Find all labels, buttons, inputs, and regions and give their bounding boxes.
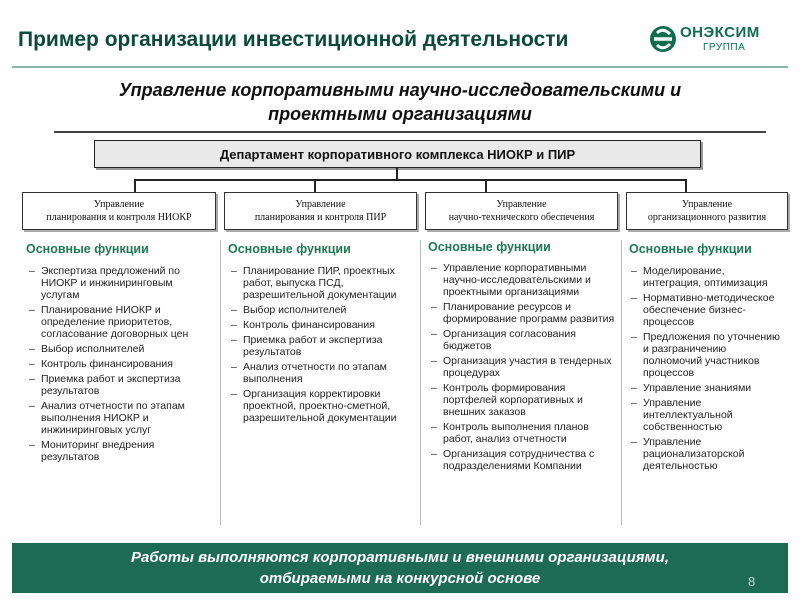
unit-box-org-dev [626, 192, 788, 230]
list-item: – Мониторинг внедрения результатов [28, 439, 208, 463]
unit-label-prefix: Управление [93, 199, 145, 210]
functions-heading: Основные функции [228, 242, 351, 256]
footer-banner [12, 543, 788, 593]
department-box: Департамент корпоративного комплекса НИОКР и ПИР [94, 140, 701, 168]
list-item: – Выбор исполнителей [230, 304, 410, 316]
list-item: – Приемка работ и экспертиза результатов [28, 373, 208, 397]
subtitle-line-2: проектными организациями [268, 104, 532, 124]
list-item: – Организация участия в тендерных процедурах [430, 355, 616, 379]
list-item: – Организация сотрудничества с подразделениями Компании [430, 448, 616, 472]
connector-branch-4 [685, 179, 687, 192]
list-item: – Выбор исполнителей [28, 343, 208, 355]
connector-horizontal [134, 179, 687, 181]
list-item: – Контроль финансирования [230, 319, 410, 331]
list-item: – Планирование ПИР, проектных работ, выпуска ПСД, разрешительной документации [230, 265, 410, 301]
page-number: 8 [748, 574, 756, 589]
unit-label-name: планирования и контроля НИОКР [46, 212, 192, 223]
list-item: – Контроль выполнения планов работ, анализ отчетности [430, 421, 616, 445]
list-item: – Управление корпоративными научно-исследовательскими и проектными организациями [430, 262, 616, 298]
company-logo [648, 18, 788, 62]
footer-line-1: Работы выполняются корпоративными и внешними организациями, [131, 549, 669, 566]
functions-heading: Основные функции [629, 242, 752, 256]
list-item: – Планирование ресурсов и формирование программ развития [430, 301, 616, 325]
functions-heading: Основные функции [428, 240, 551, 254]
unit-label-name: планирования и контроля ПИР [254, 212, 387, 223]
functions-heading: Основные функции [26, 242, 149, 256]
list-item: – Организация корректировки проектной, проектно-сметной, разрешительной документации [230, 388, 410, 424]
header-divider [12, 66, 788, 68]
list-item: – Моделирование, интеграция, оптимизация [630, 265, 780, 289]
unit-box-niokr [22, 192, 216, 230]
list-item: – Экспертиза предложений по НИОКР и инжиниринговым услугам [28, 265, 208, 301]
column-separator [420, 240, 421, 525]
column-separator [220, 240, 221, 525]
list-item: – Приемка работ и экспертиза результатов [230, 334, 410, 358]
list-item: – Управление рационализаторской деятельностью [630, 436, 780, 472]
list-item: – Организация согласования бюджетов [430, 328, 616, 352]
footer-line-2: отбираемыми на конкурсной основе [259, 570, 541, 587]
functions-list-science [430, 262, 616, 475]
section-subtitle [40, 78, 760, 126]
list-item: – Анализ отчетности по этапам выполнения [230, 361, 410, 385]
list-item: – Управление знаниями [630, 382, 780, 394]
list-item: – Контроль финансирования [28, 358, 208, 370]
list-item: – Контроль формирования портфелей корпоративных и внешних заказов [430, 382, 616, 418]
subtitle-underline [54, 131, 766, 133]
list-item: – Нормативно-методическое обеспечение бизнес-процессов [630, 292, 780, 328]
list-item: – Планирование НИОКР и определение приоритетов, согласование договорных цен [28, 304, 208, 340]
functions-list-org-dev [630, 265, 780, 475]
unit-label-prefix: Управление [681, 199, 733, 210]
logo-subtitle: ГРУППА [703, 42, 746, 53]
list-item: – Управление интеллектуальной собственностью [630, 397, 780, 433]
connector-branch-1 [134, 179, 136, 192]
list-item: – Анализ отчетности по этапам выполнения НИОКР и инжиниринговых услуг [28, 400, 208, 436]
unit-label-name: научно-технического обеспечения [448, 212, 595, 223]
unit-box-science [425, 192, 618, 230]
connector-branch-2 [314, 179, 316, 192]
connector-branch-3 [485, 179, 487, 192]
functions-list-niokr [28, 265, 208, 466]
onexim-logo-icon [648, 24, 678, 54]
unit-label-prefix: Управление [496, 199, 547, 210]
unit-box-pir [224, 192, 417, 230]
column-separator [621, 240, 622, 525]
functions-list-pir [230, 265, 410, 427]
list-item: – Предложения по уточнению и разграничению полномочий участников процессов [630, 331, 780, 379]
unit-label-prefix: Управление [295, 199, 346, 210]
unit-label-name: организационного развития [647, 212, 767, 223]
logo-name: ОНЭКСИМ [680, 24, 760, 41]
page-title: Пример организации инвестиционной деятельности [18, 28, 569, 51]
subtitle-line-1: Управление корпоративными научно-исследовательскими и [118, 80, 682, 100]
